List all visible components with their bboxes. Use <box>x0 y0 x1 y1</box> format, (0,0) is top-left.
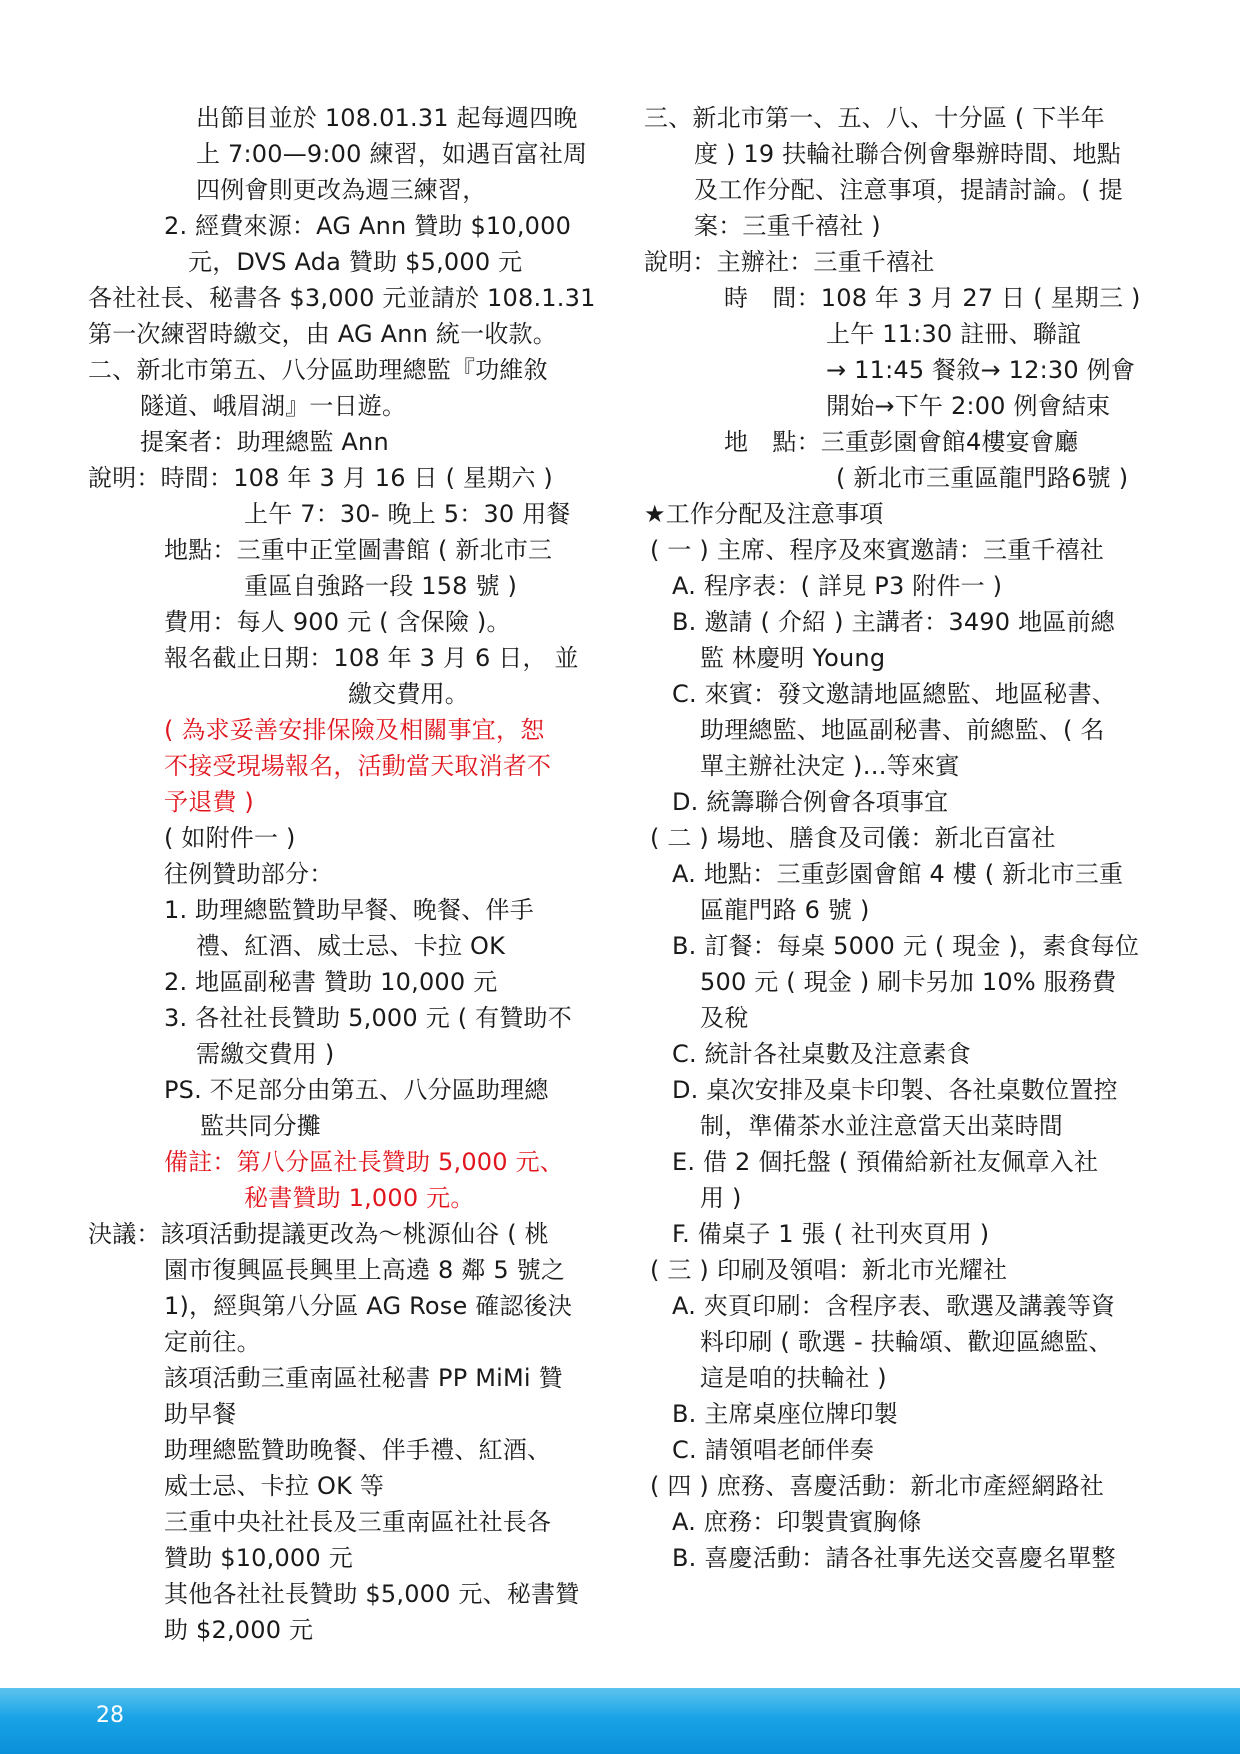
right-text-line: A. 庶務：印製貴賓胸條 <box>672 1508 922 1536</box>
left-text-line: 助早餐 <box>164 1400 237 1428</box>
left-text-line: 重區自強路一段 158 號 ) <box>244 572 518 600</box>
right-text-line: C. 來賓：發文邀請地區總監、地區秘書、 <box>672 680 1117 708</box>
right-text-line: 三、新北市第一、五、八、十分區 ( 下半年 <box>644 104 1105 132</box>
left-column <box>88 100 603 1648</box>
left-text-line: 二、新北市第五、八分區助理總監『功維敘 <box>88 356 548 384</box>
left-text-line: 各社社長、秘書各 $3,000 元並請於 108.1.31 <box>88 284 596 312</box>
right-text-line: 這是咱的扶輪社 ) <box>700 1364 887 1392</box>
right-text-line: 監 林慶明 Young <box>700 644 886 672</box>
left-text-line: 秘書贊助 1,000 元。 <box>244 1184 475 1212</box>
right-text-line: C. 統計各社桌數及注意素食 <box>672 1040 971 1068</box>
right-text-line: B. 邀請 ( 介紹 ) 主講者：3490 地區前總 <box>672 608 1115 636</box>
right-text-line: D. 統籌聯合例會各項事宜 <box>672 788 949 816</box>
left-text-line: 1. 助理總監贊助早餐、晚餐、伴手 <box>164 896 534 924</box>
left-text-line: 該項活動三重南區社秘書 PP MiMi 贊 <box>164 1364 563 1392</box>
left-text-line: 威士忌、卡拉 OK 等 <box>164 1472 385 1500</box>
right-text-line: ( 二 ) 場地、膳食及司儀：新北百富社 <box>650 824 1056 852</box>
right-text-line: A. 程序表：( 詳見 P3 附件一 ) <box>672 572 1003 600</box>
left-text-line: 提案者：助理總監 Ann <box>140 428 389 456</box>
right-text-line: 區龍門路 6 號 ) <box>700 896 870 924</box>
left-text-line: 其他各社社長贊助 $5,000 元、秘書贊 <box>164 1580 580 1608</box>
left-text-line: 三重中央社社長及三重南區社社長各 <box>164 1508 552 1536</box>
left-text-line: 2. 地區副秘書 贊助 10,000 元 <box>164 968 498 996</box>
right-text-line: A. 夾頁印刷：含程序表、歌選及講義等資 <box>672 1292 1116 1320</box>
right-text-line: ( 四 ) 庶務、喜慶活動：新北市產經網路社 <box>650 1472 1105 1500</box>
left-text-line: 出節目並於 108.01.31 起每週四晚 <box>196 104 578 132</box>
left-text-line: 2. 經費來源：AG Ann 贊助 $10,000 <box>164 212 572 240</box>
right-text-line: 地 點：三重彭園會館4樓宴會廳 <box>724 428 1079 456</box>
left-text-line: 定前往。 <box>164 1328 261 1356</box>
left-text-line: 不接受現場報名，活動當天取消者不 <box>164 752 552 780</box>
right-text-line: 料印刷 ( 歌選 - 扶輪頌、歡迎區總監、 <box>700 1328 1113 1356</box>
left-text-line: 費用：每人 900 元 ( 含保險 )。 <box>164 608 511 636</box>
right-text-line: B. 主席桌座位牌印製 <box>672 1400 898 1428</box>
left-text-line: 贊助 $10,000 元 <box>164 1544 353 1572</box>
left-text-line: 決議：該項活動提議更改為～桃源仙谷 ( 桃 <box>88 1220 549 1248</box>
right-text-line: 用 ) <box>700 1184 742 1212</box>
right-text-line: 500 元 ( 現金 ) 刷卡另加 10% 服務費 <box>700 968 1117 996</box>
right-column <box>644 100 1154 1576</box>
right-text-line: 說明：主辦社：三重千禧社 <box>644 248 935 276</box>
left-text-line: ( 為求妥善安排保險及相關事宜，恕 <box>164 716 545 744</box>
left-text-line: 隧道、峨眉湖』一日遊。 <box>140 392 407 420</box>
right-text-line: 及工作分配、注意事項，提請討論。( 提 <box>694 176 1123 204</box>
page-number: 28 <box>96 1703 124 1728</box>
left-text-line: ( 如附件一 ) <box>164 824 296 852</box>
left-text-line: 往例贊助部分： <box>164 860 334 888</box>
left-text-line: PS. 不足部分由第五、八分區助理總 <box>164 1076 549 1104</box>
left-text-line: 園市復興區長興里上高遶 8 鄰 5 號之 <box>164 1256 566 1284</box>
right-text-line: ( 三 ) 印刷及領唱：新北市光耀社 <box>650 1256 1008 1284</box>
left-text-line: 監共同分攤 <box>200 1112 321 1140</box>
left-text-line: 助理總監贊助晚餐、伴手禮、紅酒、 <box>164 1436 552 1464</box>
left-text-line: 第一次練習時繳交，由 AG Ann 統一收款。 <box>88 320 557 348</box>
right-text-line: 助理總監、地區副秘書、前總監、( 名 <box>700 716 1105 744</box>
left-text-line: 說明：時間：108 年 3 月 16 日 ( 星期六 ) <box>88 464 553 492</box>
right-text-line: → 11:45 餐敘→ 12:30 例會 <box>826 356 1136 384</box>
right-text-line: C. 請領唱老師伴奏 <box>672 1436 875 1464</box>
right-text-line: B. 喜慶活動：請各社事先送交喜慶名單整 <box>672 1544 1116 1572</box>
left-text-line: 上 7:00—9:00 練習，如遇百富社周 <box>196 140 588 168</box>
left-text-line: 需繳交費用 ) <box>196 1040 335 1068</box>
left-text-line: 禮、紅酒、威士忌、卡拉 OK <box>196 932 506 960</box>
right-text-line: F. 備桌子 1 張 ( 社刊夾頁用 ) <box>672 1220 990 1248</box>
right-text-line: 度 ) 19 扶輪社聯合例會舉辦時間、地點 <box>694 140 1121 168</box>
right-text-line: ★工作分配及注意事項 <box>644 500 884 528</box>
left-text-line: 予退費 ) <box>164 788 254 816</box>
right-text-line: E. 借 2 個托盤 ( 預備給新社友佩章入社 <box>672 1148 1099 1176</box>
left-text-line: 地點：三重中正堂圖書館 ( 新北市三 <box>164 536 553 564</box>
right-text-line: 上午 11:30 註冊、聯誼 <box>826 320 1082 348</box>
right-text-line: D. 桌次安排及桌卡印製、各社桌數位置控 <box>672 1076 1118 1104</box>
right-text-line: 開始→下午 2:00 例會結束 <box>826 392 1111 420</box>
right-text-line: 單主辦社決定 )…等來賓 <box>700 752 960 780</box>
left-text-line: 1)，經與第八分區 AG Rose 確認後決 <box>164 1292 573 1320</box>
right-text-line: 案：三重千禧社 ) <box>694 212 881 240</box>
left-text-line: 助 $2,000 元 <box>164 1616 314 1644</box>
right-text-line: B. 訂餐：每桌 5000 元 ( 現金 )，素食每位 <box>672 932 1140 960</box>
right-text-line: 制，準備茶水並注意當天出菜時間 <box>700 1112 1063 1140</box>
left-text-line: 元，DVS Ada 贊助 $5,000 元 <box>188 248 523 276</box>
left-text-line: 3. 各社社長贊助 5,000 元 ( 有贊助不 <box>164 1004 572 1032</box>
right-text-line: 及稅 <box>700 1004 749 1032</box>
left-text-line: 報名截止日期：108 年 3 月 6 日， 並 <box>164 644 579 672</box>
left-text-line: 四例會則更改為週三練習， <box>196 176 487 204</box>
right-text-line: A. 地點：三重彭園會館 4 樓 ( 新北市三重 <box>672 860 1124 888</box>
right-text-line: ( 新北市三重區龍門路6號 ) <box>836 464 1129 492</box>
left-text-line: 上午 7：30- 晚上 5：30 用餐 <box>244 500 571 528</box>
left-text-line: 繳交費用。 <box>348 680 469 708</box>
right-text-line: 時 間：108 年 3 月 27 日 ( 星期三 ) <box>724 284 1141 312</box>
footer-bar <box>0 1688 1240 1754</box>
right-text-line: ( 一 ) 主席、程序及來賓邀請：三重千禧社 <box>650 536 1105 564</box>
left-text-line: 備註：第八分區社長贊助 5,000 元、 <box>164 1148 564 1176</box>
